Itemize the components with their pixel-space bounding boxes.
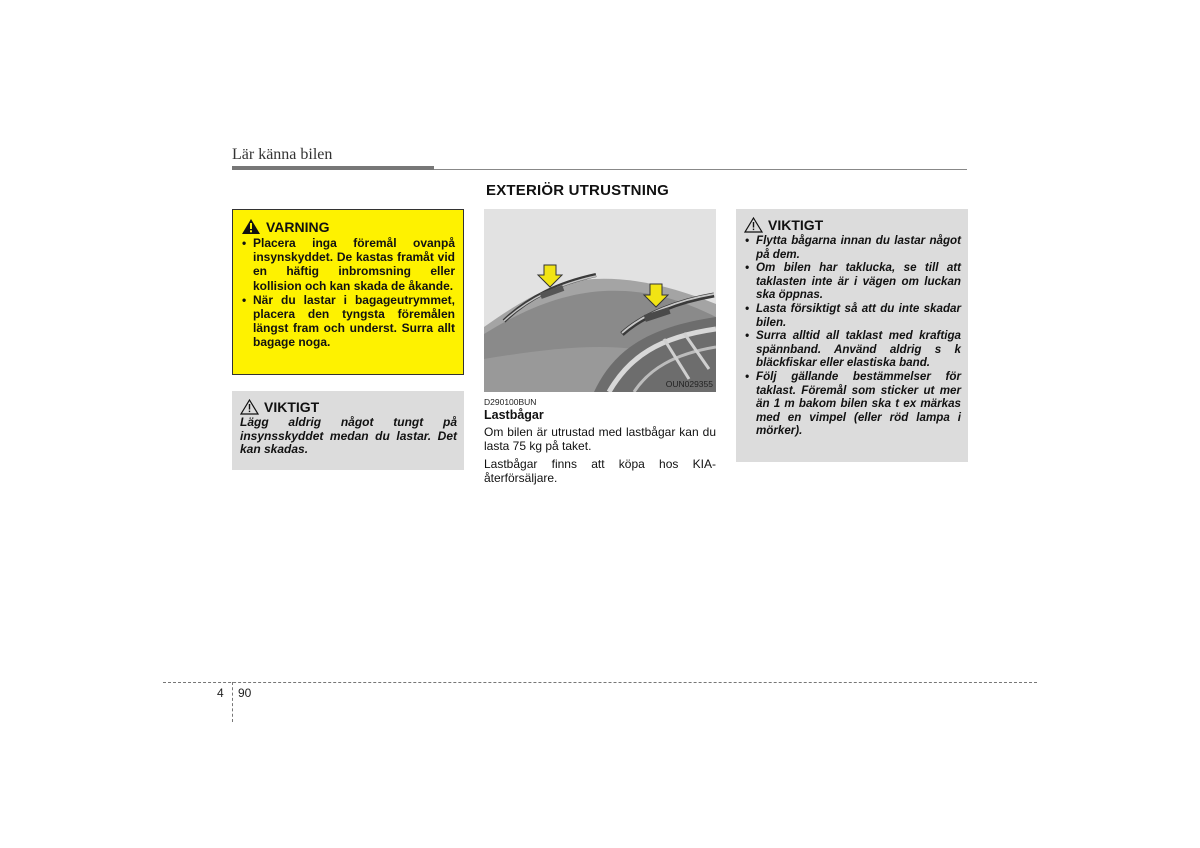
notice-right-item: • Följ gällande bestämmelser för taklast. Föremål som sticker ut mer än 1 m bakom bilen ska t ex märkas med en vimpel (eller röd lampa i mörker). <box>744 370 961 438</box>
notice-right-item: • Lasta försiktigt så att du inte skadar bilen. <box>744 302 961 329</box>
article-body <box>484 425 716 489</box>
notice-right-list <box>744 234 961 438</box>
notice-right-item: • Surra alltid all taklast med kraftiga spännband. Använd aldrig s k bläckfiskar eller elastiska band. <box>744 329 961 370</box>
article-paragraph: Om bilen är utrustad med lastbågar kan du lasta 75 kg på taket. <box>484 425 716 454</box>
warning-item: • När du lastar i bagageutrymmet, placera den tyngsta föremålen längst fram och underst. Surra allt bagage noga. <box>241 293 455 350</box>
warning-header <box>241 218 455 235</box>
caution-triangle-icon <box>240 399 259 415</box>
notice-right-item: • Flytta bågarna innan du lastar något på dem. <box>744 234 961 261</box>
notice-left-title: VIKTIGT <box>264 399 320 415</box>
page-chapter-number: 4 <box>217 686 224 700</box>
reference-code: D290100BUN <box>484 397 537 407</box>
notice-box-left <box>232 391 464 470</box>
notice-box-right <box>736 209 968 462</box>
article-paragraph: Lastbågar finns att köpa hos KIA-återförsäljare. <box>484 456 716 486</box>
warning-title: VARNING <box>266 218 330 235</box>
warning-box <box>232 209 464 375</box>
roof-rack-illustration <box>484 209 716 392</box>
warning-item: • Placera inga föremål ovanpå insynskyddet. De kastas framåt vid en häftig inbromsning eller kollision och kan skada de åkande. <box>241 236 455 293</box>
chapter-title: Lär känna bilen <box>232 146 333 163</box>
notice-left-header <box>240 399 457 415</box>
footer-rule <box>163 682 1037 683</box>
footer-divider <box>232 682 233 722</box>
notice-right-item: • Om bilen har taklucka, se till att taklasten inte är i vägen om luckan ska öppnas. <box>744 261 961 302</box>
caution-triangle-icon <box>744 217 763 233</box>
warning-triangle-icon <box>241 218 261 235</box>
header-rule-thick <box>232 166 434 170</box>
notice-left-text: Lägg aldrig något tungt på insynsskyddet medan du lastar. Det kan skadas. <box>240 415 457 456</box>
warning-list <box>241 236 455 350</box>
article-heading: Lastbågar <box>484 408 544 422</box>
page-number: 90 <box>238 686 252 700</box>
header-rule-thin <box>434 169 967 170</box>
figure-code: OUN029355 <box>665 379 713 389</box>
notice-right-header <box>744 217 961 233</box>
notice-right-title: VIKTIGT <box>768 217 824 233</box>
section-title: EXTERIÖR UTRUSTNING <box>486 182 669 199</box>
